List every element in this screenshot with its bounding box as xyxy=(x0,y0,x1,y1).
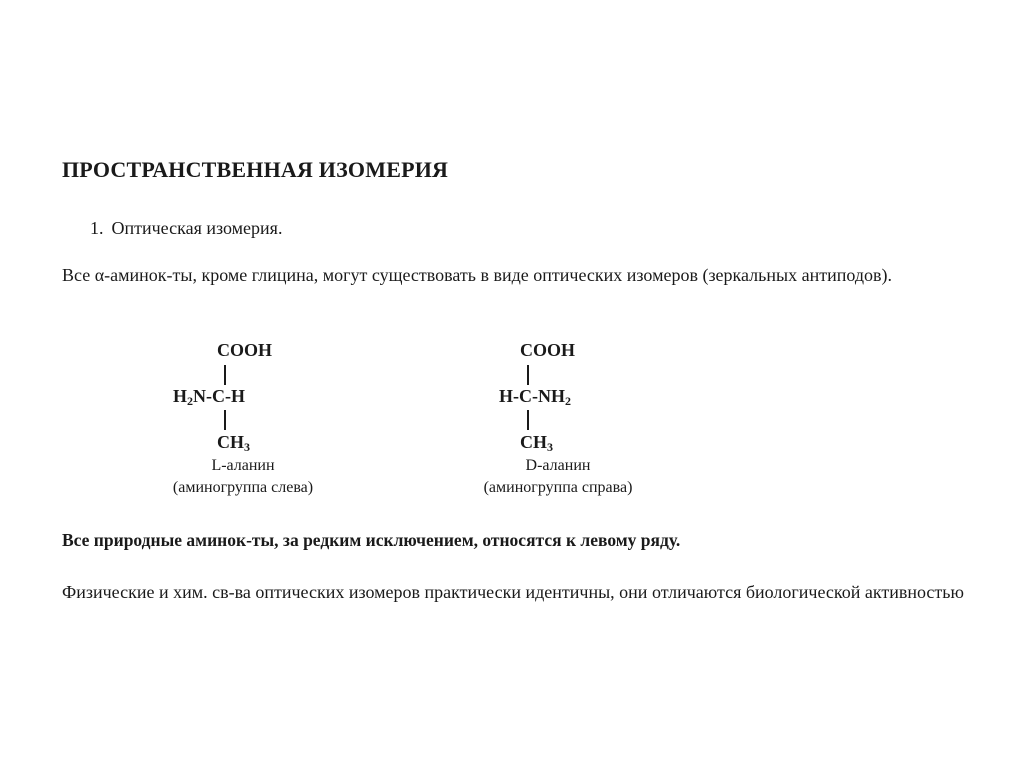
l-alanine-ch-sub: 3 xyxy=(244,440,250,454)
l-alanine-middle-h: H xyxy=(173,386,188,406)
list-text: Оптическая изомерия. xyxy=(111,218,283,238)
list-item xyxy=(90,218,282,239)
d-alanine-bond-bottom xyxy=(527,410,529,430)
l-alanine-name: L-аланин xyxy=(211,457,275,474)
paragraph-properties: Физические и хим. св-ва оптических изомеров практически идентичны, они отличаются биологической активностью xyxy=(62,582,964,602)
page-title: ПРОСТРАНСТВЕННАЯ ИЗОМЕРИЯ xyxy=(62,157,449,182)
d-alanine-note: (аминогруппа справа) xyxy=(483,479,633,496)
l-alanine-middle xyxy=(173,386,245,407)
d-alanine-ch-sub: 3 xyxy=(547,440,553,454)
l-alanine-bond-bottom xyxy=(224,410,226,430)
d-alanine-cooh: COOH xyxy=(520,340,576,360)
d-alanine-ch3 xyxy=(520,432,553,453)
l-alanine-ch3 xyxy=(217,432,250,453)
paragraph-intro: Все α-аминок-ты, кроме глицина, могут существовать в виде оптических изомеров (зеркальных антиподов). xyxy=(62,265,892,285)
d-alanine-middle-main: H-C-NH xyxy=(499,386,565,406)
l-alanine-ch: CH xyxy=(217,432,244,452)
d-alanine-bond-top xyxy=(527,365,529,385)
d-alanine-middle xyxy=(499,386,571,407)
d-alanine-middle-sub: 2 xyxy=(565,394,571,408)
l-alanine-middle-rest: N-C-H xyxy=(193,386,246,406)
l-alanine-note: (аминогруппа слева) xyxy=(172,479,314,496)
l-alanine-middle-sub: 2 xyxy=(187,394,194,408)
paragraph-natural: Все природные аминок-ты, за редким исключением, относятся к левому ряду. xyxy=(62,530,681,550)
l-alanine-bond-top xyxy=(224,365,226,385)
d-alanine-ch: CH xyxy=(520,432,547,452)
l-alanine-cooh: COOH xyxy=(217,340,273,360)
d-alanine-name: D-аланин xyxy=(525,457,591,474)
list-number: 1. xyxy=(90,218,104,238)
